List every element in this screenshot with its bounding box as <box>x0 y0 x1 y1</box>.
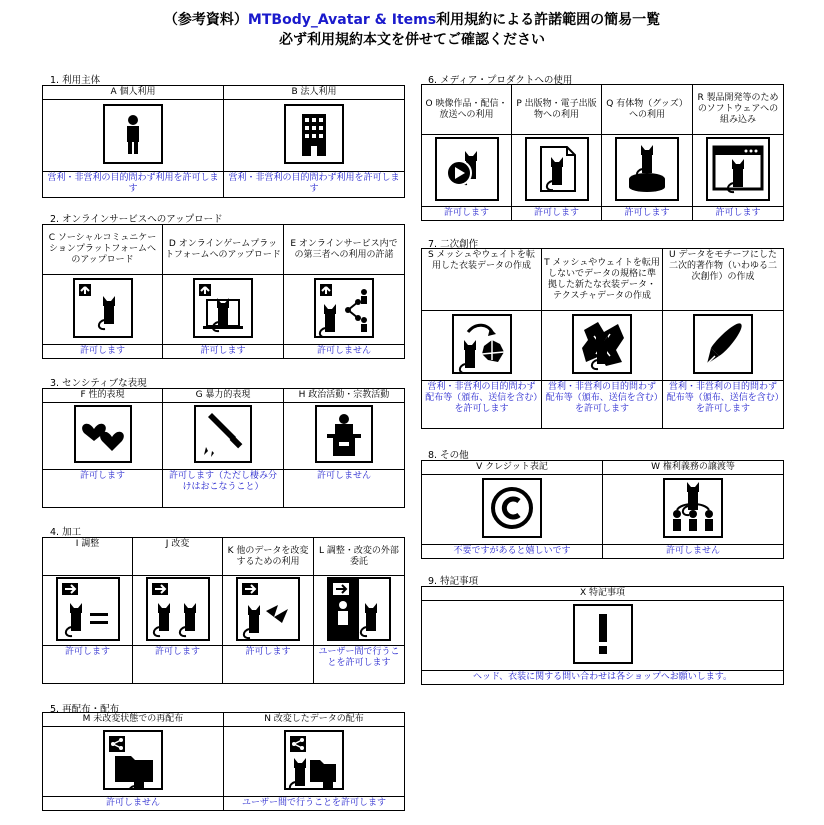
item-result-w: 許可しません <box>603 545 784 559</box>
section-table-6 <box>421 84 784 221</box>
item-label-s: S メッシュやウェイトを転用した衣装データの作成 <box>422 249 542 311</box>
item-label-h: H 政治活動・宗教活動 <box>284 389 405 403</box>
item-result-x: ヘッド、衣装に関する問い合わせは各ショップへお願いします。 <box>422 671 784 685</box>
section-heading-5: 5. 再配布・配布 <box>50 704 120 715</box>
person-icon <box>103 104 163 164</box>
item-label-x: X 特記事項 <box>422 587 784 601</box>
section-table-1 <box>42 85 405 198</box>
reuse-mesh-icon <box>452 314 512 374</box>
item-result-i: 許可します <box>43 646 133 684</box>
item-label-q: Q 有体物（グッズ）への利用 <box>602 85 693 135</box>
goods-icon <box>615 137 679 201</box>
item-label-v: V クレジット表記 <box>422 461 603 475</box>
section-table-4 <box>42 537 405 684</box>
section-table-9 <box>421 586 784 685</box>
section-heading-2: 2. オンラインサービスへのアップロード <box>50 214 223 225</box>
item-label-p: P 出版物・電子出版物への利用 <box>512 85 602 135</box>
redistribute-icon <box>103 730 163 790</box>
distribute-modified-icon <box>284 730 344 790</box>
adjust-icon <box>56 577 120 641</box>
hearts-icon <box>74 405 132 463</box>
video-icon <box>435 137 499 201</box>
item-label-g: G 暴力的表現 <box>163 389 284 403</box>
section-heading-1: 1. 利用主体 <box>50 75 101 86</box>
item-result-e: 許可しません <box>284 345 405 359</box>
item-label-i: I 調整 <box>43 538 133 576</box>
knife-icon <box>194 405 252 463</box>
item-result-a: 営利・非営利の目的問わず利用を許可します <box>43 172 224 198</box>
section-table-2 <box>42 224 405 359</box>
item-label-a: A 個人利用 <box>43 86 224 100</box>
item-result-h: 許可しません <box>284 470 405 508</box>
item-label-r: R 製品開発等のためのソフトウェアへの組み込み <box>693 85 784 135</box>
item-label-w: W 権利義務の譲渡等 <box>603 461 784 475</box>
title-suffix: 利用規約による許諾範囲の簡易一覧 <box>436 12 661 28</box>
item-label-u: U データをモチーフにした二次的著作物（いわゆる二次創作）の作成 <box>663 249 784 311</box>
item-label-c: C ソーシャルコミュニケーションプラットフォームへのアップロード <box>43 225 163 275</box>
item-result-p: 許可します <box>512 207 602 221</box>
item-result-q: 許可します <box>602 207 693 221</box>
section-table-5 <box>42 712 405 811</box>
item-result-m: 許可しません <box>43 797 224 811</box>
item-result-d: 許可します <box>163 345 284 359</box>
item-label-n: N 改変したデータの配布 <box>224 713 405 727</box>
podium-icon <box>315 405 373 463</box>
building-icon <box>284 104 344 164</box>
item-result-n: ユーザー間で行うことを許可します <box>224 797 405 811</box>
item-label-d: D オンラインゲームプラットフォームへのアップロード <box>163 225 284 275</box>
item-result-u: 営利・非営利の目的問わず配布等（頒布、送信を含む）を許可します <box>663 381 784 429</box>
title-prefix: （参考資料） <box>163 12 248 28</box>
pen-icon <box>693 314 753 374</box>
copyright-icon <box>482 478 542 538</box>
modify-icon <box>146 577 210 641</box>
outsource-icon <box>327 577 391 641</box>
section-table-8 <box>421 460 784 559</box>
section-table-7 <box>421 248 784 429</box>
item-result-k: 許可します <box>223 646 314 684</box>
item-result-v: 不要ですがあると嬉しいです <box>422 545 603 559</box>
item-result-g: 許可します（ただし棲み分けはおこなうこと） <box>163 470 284 508</box>
page-title <box>0 9 824 29</box>
item-label-k: K 他のデータを改変するための利用 <box>223 538 314 576</box>
item-label-f: F 性的表現 <box>43 389 163 403</box>
exclamation-icon <box>573 604 633 664</box>
upload-social-icon <box>73 278 133 338</box>
item-result-o: 許可します <box>422 207 512 221</box>
item-label-b: B 法人利用 <box>224 86 405 100</box>
item-label-t: T メッシュやウェイトを転用しないでデータの規格に準拠した新たな衣装データ・テクスチャデータの作成 <box>542 249 663 311</box>
section-heading-8: 8. その他 <box>428 450 469 461</box>
transfer-rights-icon <box>663 478 723 538</box>
upload-game-icon <box>193 278 253 338</box>
section-heading-6: 6. メディア・プロダクトへの使用 <box>428 75 573 86</box>
section-heading-7: 7. 二次創作 <box>428 239 479 250</box>
share-third-party-icon <box>314 278 374 338</box>
item-label-e: E オンラインサービス内での第三者への利用の許諾 <box>284 225 405 275</box>
software-icon <box>706 137 770 201</box>
section-heading-9: 9. 特記事項 <box>428 576 479 587</box>
item-result-j: 許可します <box>133 646 223 684</box>
item-result-f: 許可します <box>43 470 163 508</box>
item-result-c: 許可します <box>43 345 163 359</box>
item-label-j: J 改変 <box>133 538 223 576</box>
page-subtitle: 必ず利用規約本文を併せてご確認ください <box>279 32 545 48</box>
section-heading-3: 3. センシティブな表現 <box>50 378 147 389</box>
item-label-o: O 映像作品・配信・放送への利用 <box>422 85 512 135</box>
item-result-l: ユーザー間で行うことを許可します <box>314 646 405 684</box>
item-label-m: M 未改変状態での再配布 <box>43 713 224 727</box>
new-costume-icon <box>572 314 632 374</box>
item-result-s: 営利・非営利の目的問わず配布等（頒布、送信を含む）を許可します <box>422 381 542 429</box>
title-product: MTBody_Avatar & Items <box>247 12 437 28</box>
item-label-l: L 調整・改変の外部委託 <box>314 538 405 576</box>
publication-icon <box>525 137 589 201</box>
item-result-t: 営利・非営利の目的問わず配布等（頒布、送信を含む）を許可します <box>542 381 663 429</box>
section-heading-4: 4. 加工 <box>50 527 82 538</box>
item-result-r: 許可します <box>693 207 784 221</box>
item-result-b: 営利・非営利の目的問わず利用を許可します <box>224 172 405 198</box>
use-for-other-icon <box>236 577 300 641</box>
section-table-3 <box>42 388 405 508</box>
